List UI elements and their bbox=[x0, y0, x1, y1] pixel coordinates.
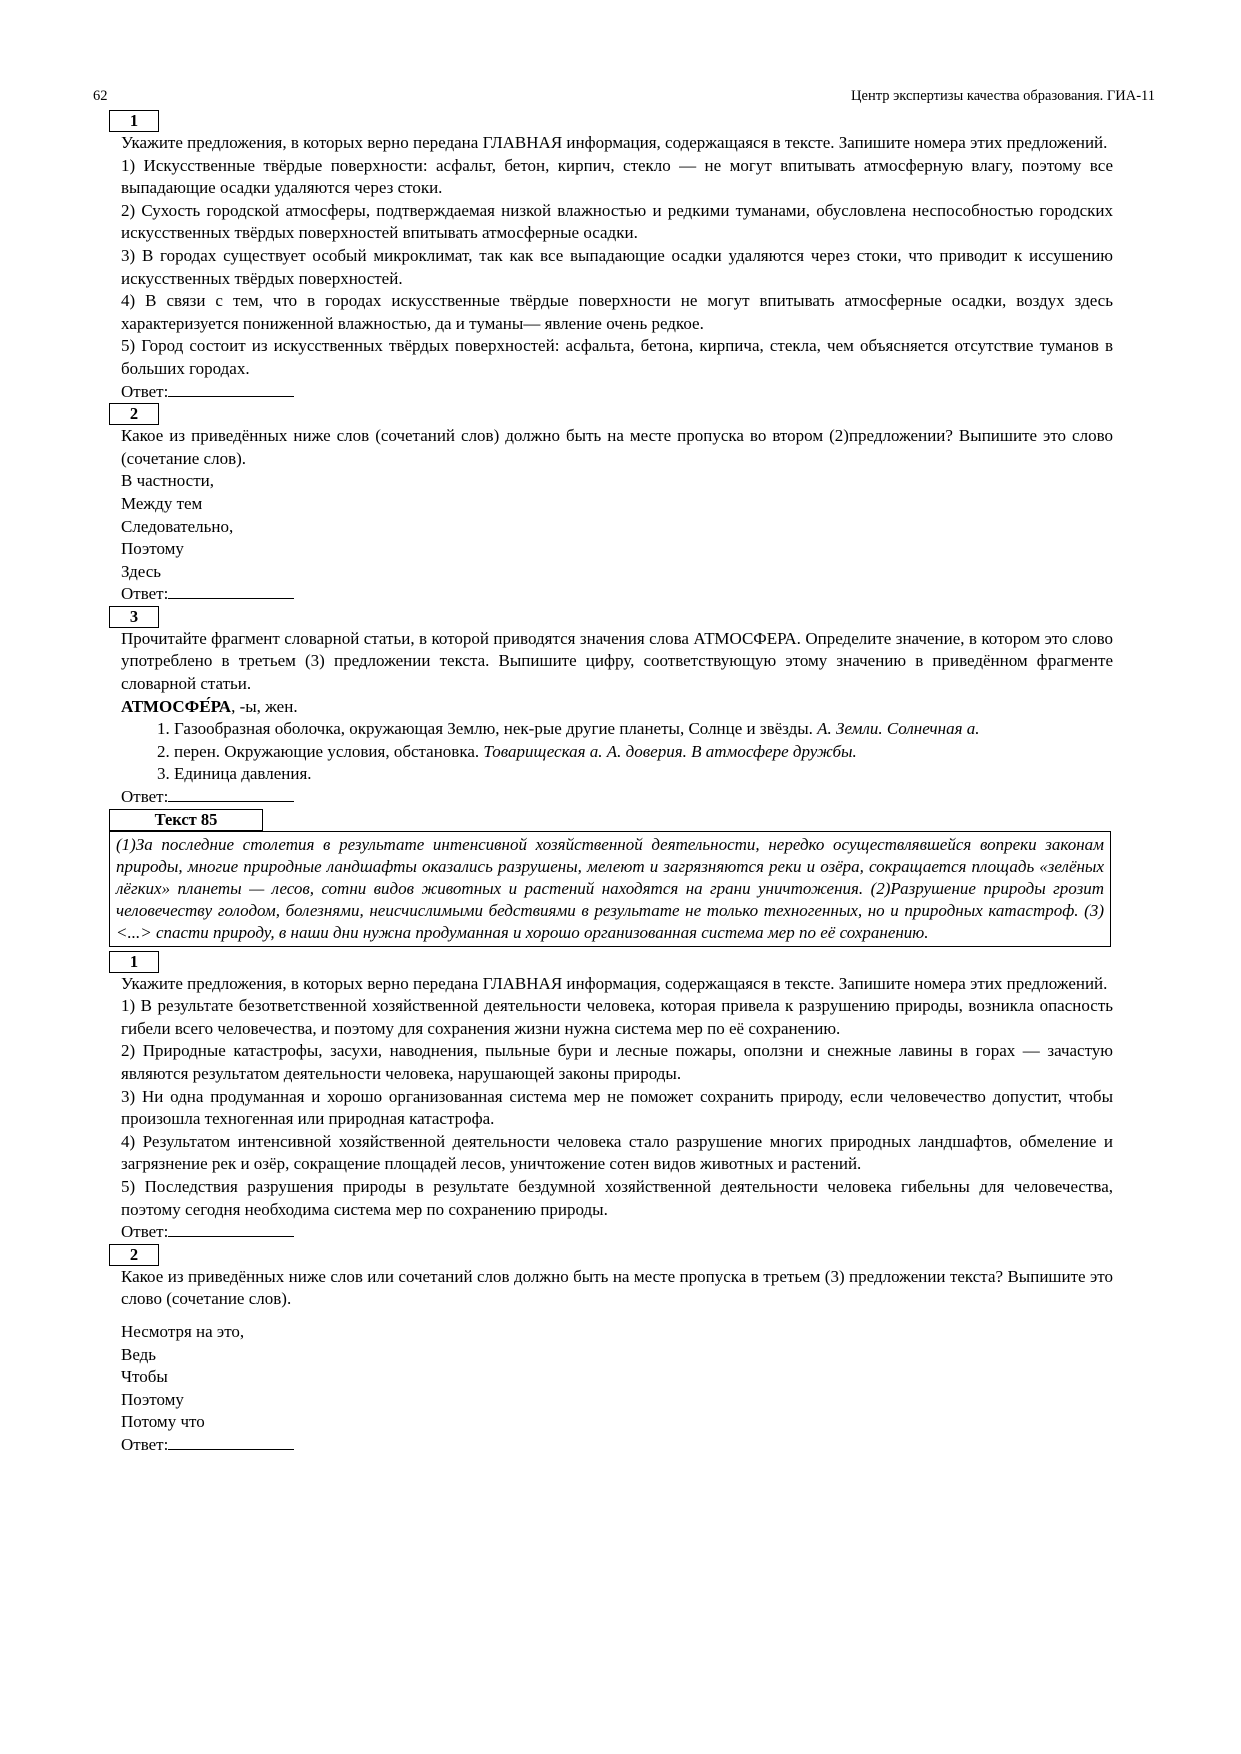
task-prompt: Укажите предложения, в которых верно передана ГЛАВНАЯ информация, содержащаяся в тексте. Запишите номера этих предложений. bbox=[121, 973, 1108, 993]
option-4: 4) В связи с тем, что в городах искусственные твёрдые поверхности не могут впитывать атмосферные осадки, воздух здесь характеризуется пониженной влажностью, да и туманы— явление очень редкое. bbox=[121, 291, 1113, 333]
option-2: 2) Сухость городской атмосферы, подтверждаемая низкой влажностью и редкими туманами, обусловлена неспособностью городских искусственных твёрдых поверхностей впитывать атмосферные осадки. bbox=[121, 200, 1113, 243]
task-prompt: Какое из приведённых ниже слов или сочетаний слов должно быть на месте пропуска в третьем (3) предложении текста? Выпишите это слово (сочетание слов). bbox=[121, 1266, 1113, 1309]
dictionary-headword-line bbox=[121, 696, 1113, 719]
option-5: 5) Город состоит из искусственных твёрдых поверхностей: асфальта, бетона, кирпича, стекла, чем объясняется отсутствие туманов в больших городах. bbox=[121, 336, 1113, 378]
answer-label: Ответ: bbox=[121, 1222, 169, 1242]
word-option-5: Потому что bbox=[121, 1412, 205, 1432]
answer-blank[interactable] bbox=[168, 1221, 294, 1237]
running-title: Центр экспертизы качества образования. ГИА-11 bbox=[851, 88, 1155, 104]
answer-label: Ответ: bbox=[121, 381, 169, 401]
sense-example: А. Земли. Солнечная а. bbox=[817, 719, 980, 739]
word-option-5: Здесь bbox=[121, 561, 162, 581]
answer-row bbox=[121, 1434, 1113, 1457]
answer-blank[interactable] bbox=[168, 786, 294, 802]
word-option-3: Чтобы bbox=[121, 1367, 168, 1387]
task-2-first bbox=[121, 403, 1113, 606]
dictionary-headword: АТМОСФЕ́РА bbox=[121, 696, 232, 716]
word-option-4: Поэтому bbox=[121, 539, 184, 559]
option-1: 1) Искусственные твёрдые поверхности: асфальт, бетон, кирпич, стекло — не могут впитывать атмосферную влагу, поэтому все выпадающие осадки удаляются через стоки. bbox=[121, 155, 1113, 198]
task-prompt: Какое из приведённых ниже слов (сочетаний слов) должно быть на месте пропуска во втором (2)предложении? Выпишите это слово (сочетание слов). bbox=[121, 426, 1113, 468]
page-content bbox=[116, 110, 1113, 1457]
task-number-box: 2 bbox=[109, 403, 159, 425]
option-3: 3) В городах существует особый микроклимат, так как все выпадающие осадки удаляются через стоки, что приводит к иссушению искусственных твёрдых поверхностей. bbox=[121, 245, 1113, 288]
text-passage: (1)За последние столетия в результате интенсивной хозяйственной деятельности, нередко осуществлявшейся вопреки законам природы, многие природные ландшафты оказались разрушены, мелеют и загрязняются реки и озёра, сокращается площадь «зелёных лёгких» планеты — лесов, сотни видов животных и растений находятся на грани уничтожения. (2)Разрушение природы грозит человечеству голодом, болезнями, неисчислимыми бедствиями в результате не только техногенных, но и природных катастроф. (3)<...> спасти природу, в наши дни нужна продуманная и хорошо организованная система мер по её сохранению. bbox=[109, 831, 1111, 947]
option-3: 3) Ни одна продуманная и хорошо организованная система мер не поможет сохранить природу, если человечество допустит, чтобы произошла техногенная или природная катастрофа. bbox=[121, 1086, 1113, 1129]
option-1: 1) В результате безответственной хозяйственной деятельности человека, которая привела к разрушению природы, возникла опасность гибели всего человечества, и поэтому для сохранения жизни нужна система мер по её сохранению. bbox=[121, 996, 1113, 1038]
word-option-2: Между тем bbox=[121, 493, 203, 513]
answer-label: Ответ: bbox=[121, 787, 169, 807]
sense-example: Товарищеская а. А. доверия. В атмосфере дружбы. bbox=[483, 741, 857, 761]
task-3 bbox=[121, 606, 1113, 809]
spacer bbox=[121, 1311, 1113, 1321]
word-option-1: В частности, bbox=[121, 471, 215, 491]
word-option-1: Несмотря на это, bbox=[121, 1321, 245, 1341]
answer-blank[interactable] bbox=[168, 583, 294, 599]
option-4: 4) Результатом интенсивной хозяйственной деятельности человека стало разрушение многих природных ландшафтов, обмеление и загрязнение рек и озёр, сокращение площадей лесов, уничтожение сотен видов животных и растений. bbox=[121, 1131, 1113, 1174]
answer-label: Ответ: bbox=[121, 584, 169, 604]
headword-grammar: , -ы, жен. bbox=[231, 696, 298, 716]
dictionary-sense-1: 1. Газообразная оболочка, окружающая Землю, нек-рые другие планеты, Солнце и звёзды. А. Земли. Солнечная а. bbox=[157, 719, 980, 739]
text-85-section bbox=[116, 809, 1113, 947]
answer-row bbox=[121, 583, 1113, 606]
answer-blank[interactable] bbox=[168, 381, 294, 397]
option-5: 5) Последствия разрушения природы в результате бездумной хозяйственной деятельности человека гибельны для человечества, поэтому сегодня необходима система мер по сохранению природы. bbox=[121, 1176, 1113, 1219]
answer-row bbox=[121, 1221, 1113, 1244]
task-prompt: Прочитайте фрагмент словарной статьи, в которой приводятся значения слова АТМОСФЕРА. Определите значение, в котором это слово употреблено в третьем (3) предложении текста. Выпишите цифру, соответствующую этому значению в приведённом фрагменте словарной статьи. bbox=[121, 628, 1113, 694]
dictionary-sense-3: 3. Единица давления. bbox=[157, 764, 312, 784]
page-number: 62 bbox=[93, 88, 108, 104]
answer-label: Ответ: bbox=[121, 1434, 169, 1454]
page-header bbox=[0, 88, 1241, 110]
task-number-box: 1 bbox=[109, 951, 159, 973]
option-2: 2) Природные катастрофы, засухи, наводнения, пыльные бури и лесные пожары, оползни и снежные лавины в горах — зачастую являются результатом деятельности человека, нарушающей законы природы. bbox=[121, 1041, 1113, 1083]
answer-row bbox=[121, 381, 1113, 404]
task-prompt: Укажите предложения, в которых верно передана ГЛАВНАЯ информация, содержащаяся в тексте. Запишите номера этих предложений. bbox=[121, 133, 1108, 152]
word-option-4: Поэтому bbox=[121, 1389, 184, 1409]
answer-row bbox=[121, 786, 1113, 809]
task-number-box: 2 bbox=[109, 1244, 159, 1266]
text-label-box: Текст 85 bbox=[109, 809, 263, 831]
dictionary-sense-2: 2. перен. Окружающие условия, обстановка. Товарищеская а. А. доверия. В атмосфере дружбы. bbox=[157, 741, 857, 761]
task-1-second bbox=[121, 951, 1113, 1244]
answer-blank[interactable] bbox=[168, 1434, 294, 1450]
word-option-3: Следовательно, bbox=[121, 516, 234, 536]
task-number-box: 1 bbox=[109, 110, 159, 132]
task-2-second bbox=[121, 1244, 1113, 1457]
task-number-box: 3 bbox=[109, 606, 159, 628]
word-option-2: Ведь bbox=[121, 1344, 157, 1364]
task-1-first bbox=[121, 110, 1113, 403]
